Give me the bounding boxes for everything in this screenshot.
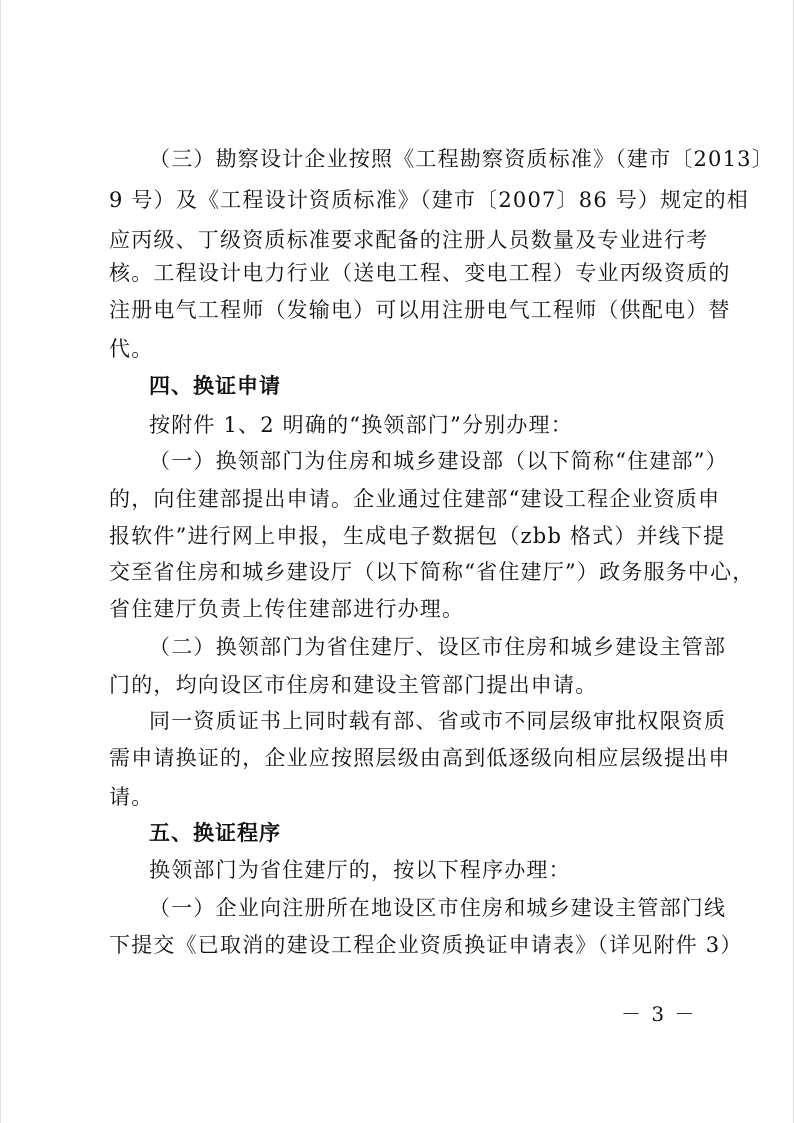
paragraph-line: 的，向住建部提出申请。企业通过住建部“建设工程企业资质申 <box>109 487 721 511</box>
paragraph-line: 核。工程设计电力行业（送电工程、变电工程）专业丙级资质的 <box>109 261 731 285</box>
paragraph-line: 同一资质证书上同时载有部、省或市不同层级审批权限资质 <box>149 709 727 733</box>
paragraph-line: 注册电气工程师（发输电）可以用注册电气工程师（供配电）替 <box>109 298 731 322</box>
page-number: － 3 － <box>621 1002 697 1026</box>
paragraph-line: （一）换领部门为住房和城乡建设部（以下简称“住建部”） <box>149 449 728 473</box>
paragraph-line: 请。 <box>109 785 154 809</box>
paragraph-line: 应丙级、丁级资质标准要求配备的注册人员数量及专业进行考 <box>109 228 709 252</box>
paragraph-line: （二）换领部门为省住建厅、设区市住房和城乡建设主管部 <box>149 635 727 659</box>
paragraph-line: 门的，均向设区市住房和建设主管部门提出申请。 <box>109 673 598 697</box>
paragraph-line: 9 号）及《工程设计资质标准》（建市〔2007〕86 号）规定的相 <box>109 188 749 212</box>
paragraph-line: 代。 <box>109 337 154 361</box>
paragraph-line: 按附件 1、2 明确的“换领部门”分别办理： <box>149 413 573 437</box>
paragraph-line: 报软件”进行网上申报，生成电子数据包（zbb 格式）并线下提 <box>109 524 726 548</box>
paragraph-line: （一）企业向注册所在地设区市住房和城乡建设主管部门线 <box>149 896 727 920</box>
paragraph-line: （三）勘察设计企业按照《工程勘察资质标准》（建市〔2013〕 <box>149 147 774 171</box>
paragraph-line: 换领部门为省住建厅的，按以下程序办理： <box>149 858 571 882</box>
paragraph-line: 省住建厅负责上传住建部进行办理。 <box>109 597 465 621</box>
paragraph-line: 交至省住房和城乡建设厅（以下简称“省住建厅”）政务服务中心， <box>109 560 755 584</box>
section-heading: 四、换证申请 <box>149 374 281 398</box>
section-heading: 五、换证程序 <box>149 821 281 845</box>
paragraph-line: 下提交《已取消的建设工程企业资质换证申请表》（详见附件 3） <box>109 933 743 957</box>
paragraph-line: 需申请换证的，企业应按照层级由高到低逐级向相应层级提出申 <box>109 746 731 770</box>
